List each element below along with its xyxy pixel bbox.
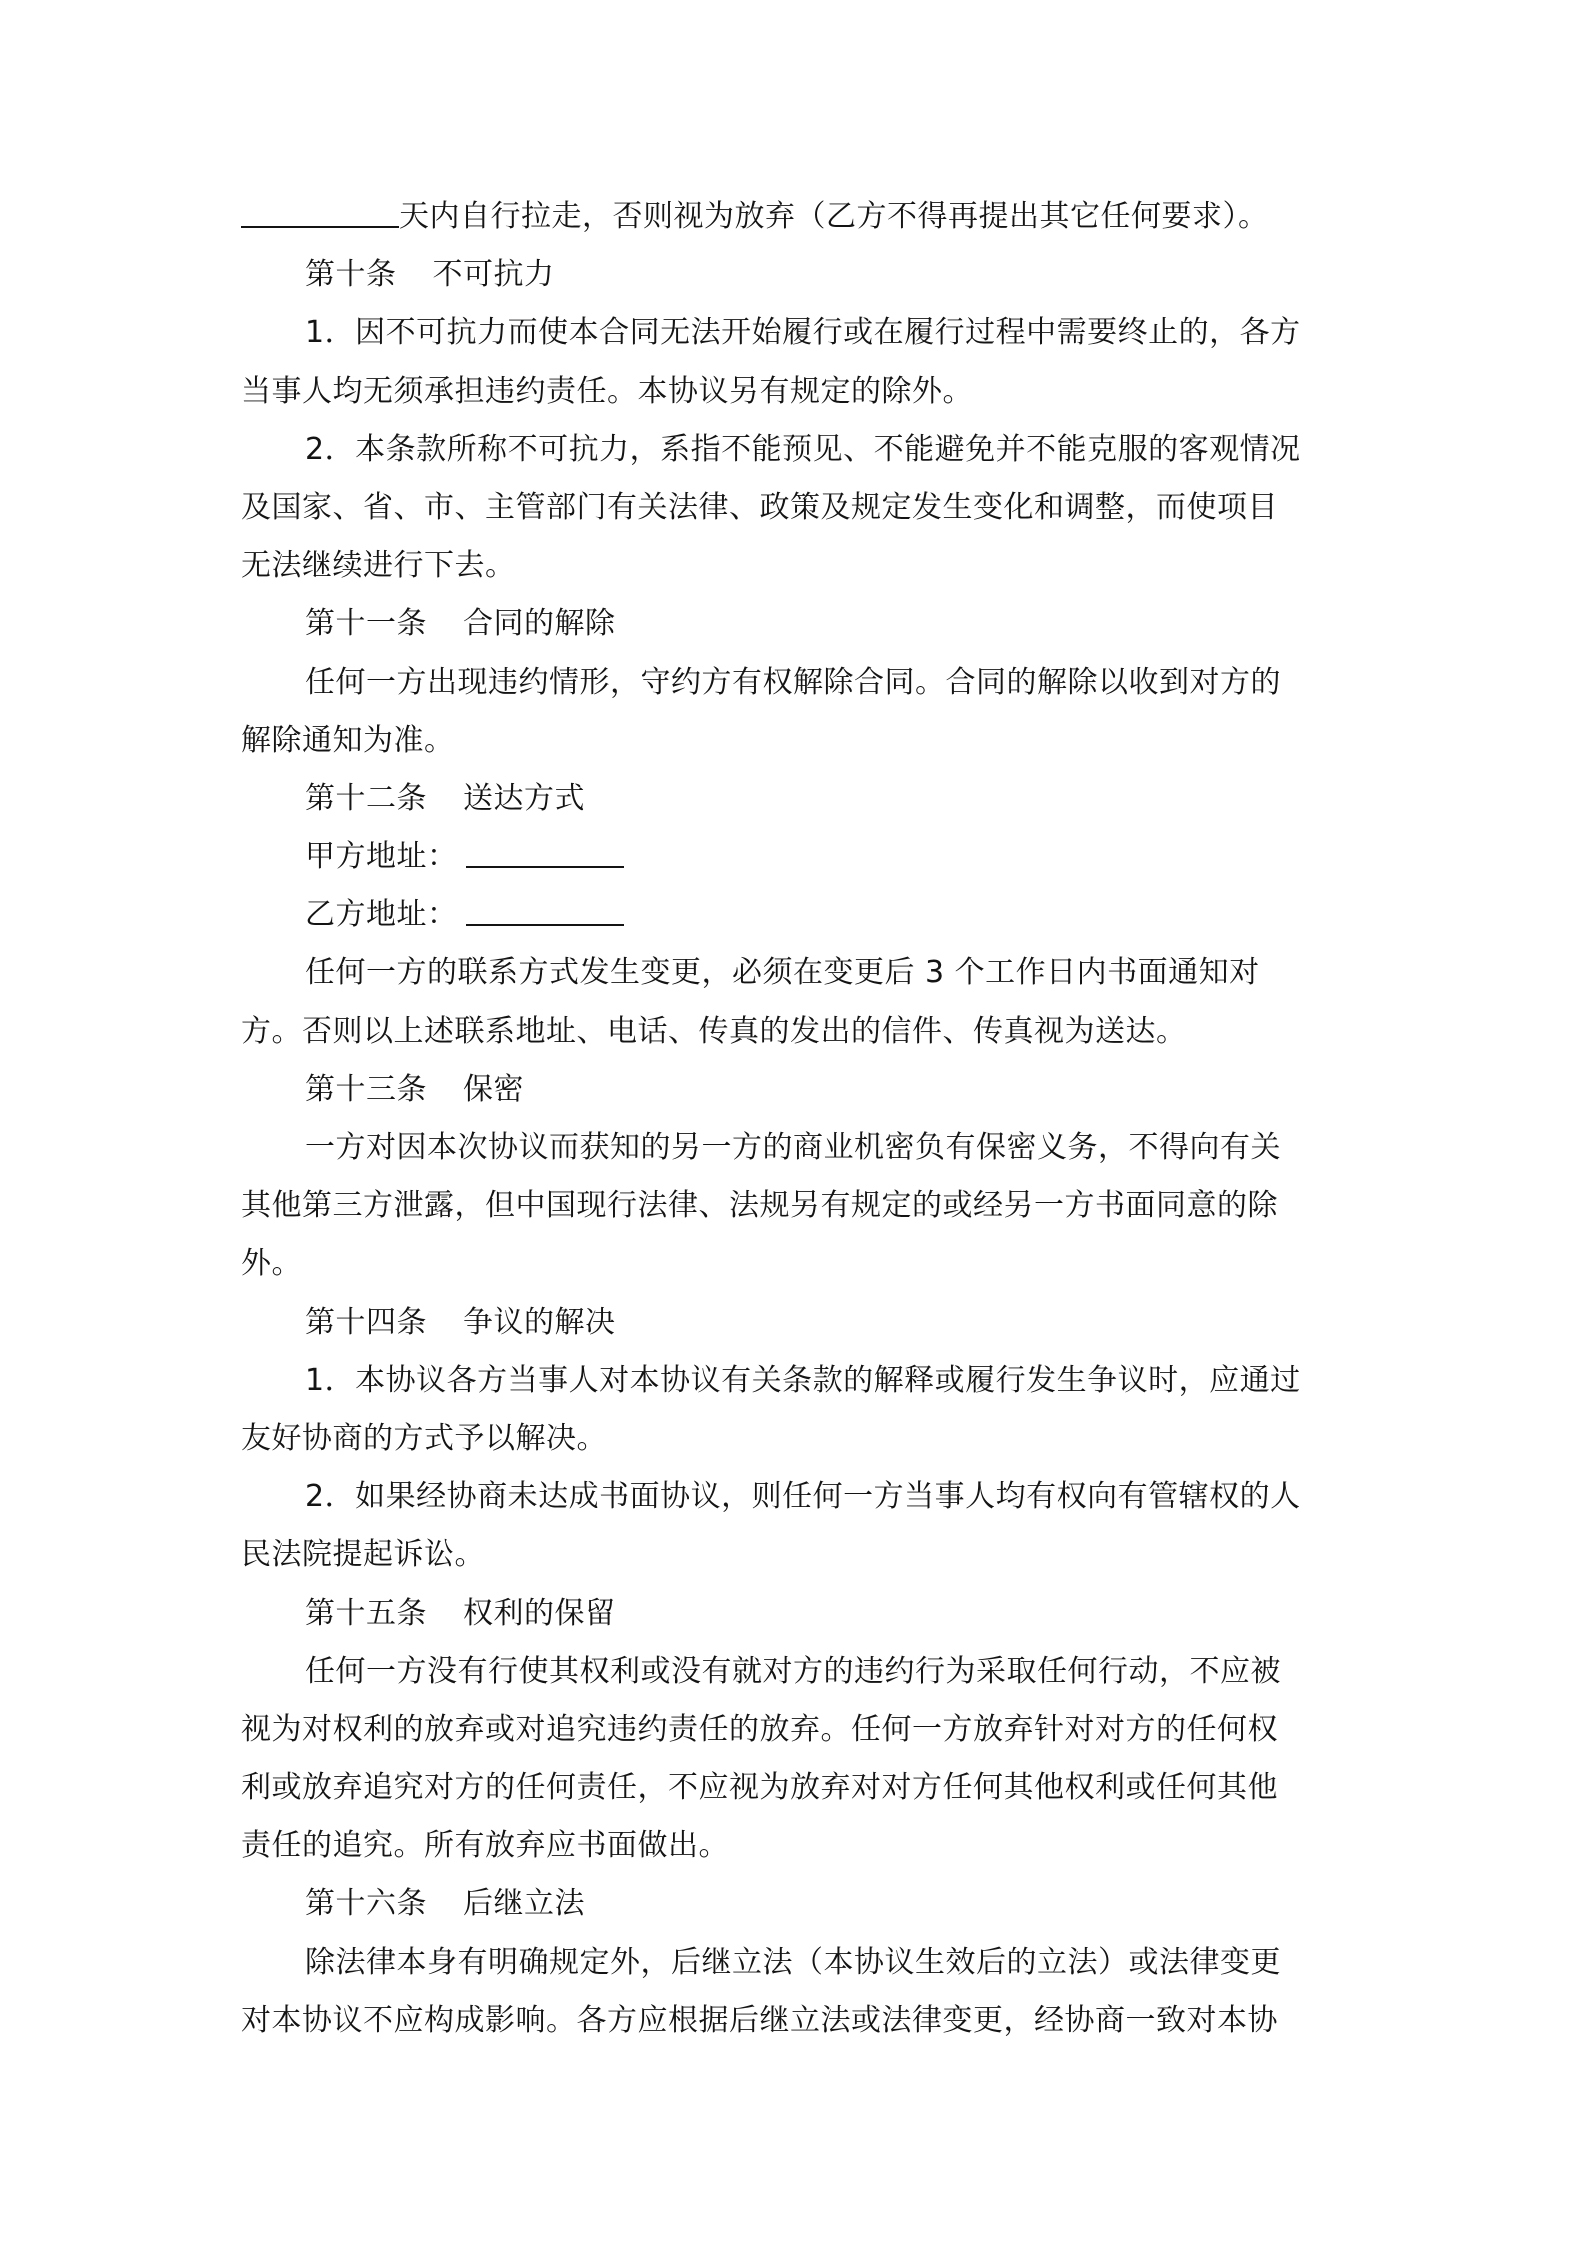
text-line: 1．因不可抗力而使本合同无法开始履行或在履行过程中需要终止的，各方: [305, 315, 1301, 351]
text-line: 2．如果经协商未达成书面协议，则任何一方当事人均有权向有管辖权的人: [305, 1479, 1301, 1515]
text-line: 任何一方出现违约情形，守约方有权解除合同。合同的解除以收到对方的: [305, 664, 1281, 700]
article-number: 第十三条: [305, 1071, 427, 1107]
text-line: 责任的追究。所有放弃应书面做出。: [241, 1828, 729, 1864]
article-number: 第十条: [305, 257, 397, 293]
party-b-address-line: [241, 886, 1355, 944]
article-title: 争议的解决: [463, 1304, 616, 1340]
document-body: [241, 188, 1355, 2050]
party-a-address-line: [241, 828, 1355, 886]
text-line: 民法院提起诉讼。: [241, 1537, 485, 1573]
text-line: 友好协商的方式予以解决。: [241, 1420, 607, 1456]
party-b-address-blank: [466, 894, 624, 926]
article-title: 保密: [463, 1071, 524, 1107]
text-line: 当事人均无须承担违约责任。本协议另有规定的除外。: [241, 373, 973, 409]
article-heading: [241, 1061, 1355, 1119]
text-line: 及国家、省、市、主管部门有关法律、政策及规定发生变化和调整，而使项目: [241, 489, 1278, 525]
article-title: 合同的解除: [463, 606, 616, 642]
article-title: 送达方式: [463, 780, 585, 816]
article-heading: [241, 1294, 1355, 1352]
text-line: 1．本协议各方当事人对本协议有关条款的解释或履行发生争议时，应通过: [305, 1362, 1301, 1398]
text-line: 解除通知为准。: [241, 722, 455, 758]
text-line: 利或放弃追究对方的任何责任，不应视为放弃对对方任何其他权利或任何其他: [241, 1770, 1278, 1806]
intro-line: [241, 188, 1355, 246]
text-line: 一方对因本次协议而获知的另一方的商业机密负有保密义务，不得向有关: [305, 1130, 1281, 1165]
party-a-address-label: 甲方地址：: [305, 839, 458, 875]
text-line: 视为对权利的放弃或对追究违约责任的放弃。任何一方放弃针对对方的任何权: [241, 1711, 1278, 1747]
party-a-address-blank: [466, 836, 624, 868]
article-title: 后继立法: [463, 1886, 585, 1922]
fill-in-blank: [241, 196, 399, 228]
intro-text: 天内自行拉走，否则视为放弃（乙方不得再提出其它任何要求）。: [399, 199, 1269, 234]
article-heading: [241, 595, 1355, 653]
text-line: 外。: [241, 1246, 302, 1282]
text-line: 无法继续进行下去。: [241, 548, 516, 584]
article-heading: [241, 246, 1355, 304]
text-line: 对本协议不应构成影响。各方应根据后继立法或法律变更，经协商一致对本协: [241, 2002, 1278, 2038]
text-line: 2．本条款所称不可抗力，系指不能预见、不能避免并不能克服的客观情况: [305, 431, 1301, 467]
article-number: 第十二条: [305, 780, 427, 816]
article-title: 不可抗力: [432, 257, 555, 293]
text-line: 其他第三方泄露，但中国现行法律、法规另有规定的或经另一方书面同意的除: [241, 1188, 1278, 1224]
article-title: 权利的保留: [463, 1595, 616, 1631]
article-heading: [241, 1875, 1355, 1933]
text-line: 任何一方没有行使其权利或没有就对方的违约行为采取任何行动，不应被: [305, 1653, 1281, 1689]
article-heading: [241, 770, 1355, 828]
article-number: 第十六条: [305, 1886, 427, 1922]
text-line: 任何一方的联系方式发生变更，必须在变更后 3 个工作日内书面通知对: [305, 955, 1260, 991]
party-b-address-label: 乙方地址：: [305, 897, 458, 933]
text-line: 方。否则以上述联系地址、电话、传真的发出的信件、传真视为送达。: [241, 1013, 1187, 1049]
text-line: 除法律本身有明确规定外，后继立法（本协议生效后的立法）或法律变更: [305, 1944, 1281, 1980]
article-heading: [241, 1585, 1355, 1643]
article-number: 第十四条: [305, 1304, 427, 1340]
article-number: 第十一条: [305, 606, 427, 642]
article-number: 第十五条: [305, 1595, 427, 1631]
